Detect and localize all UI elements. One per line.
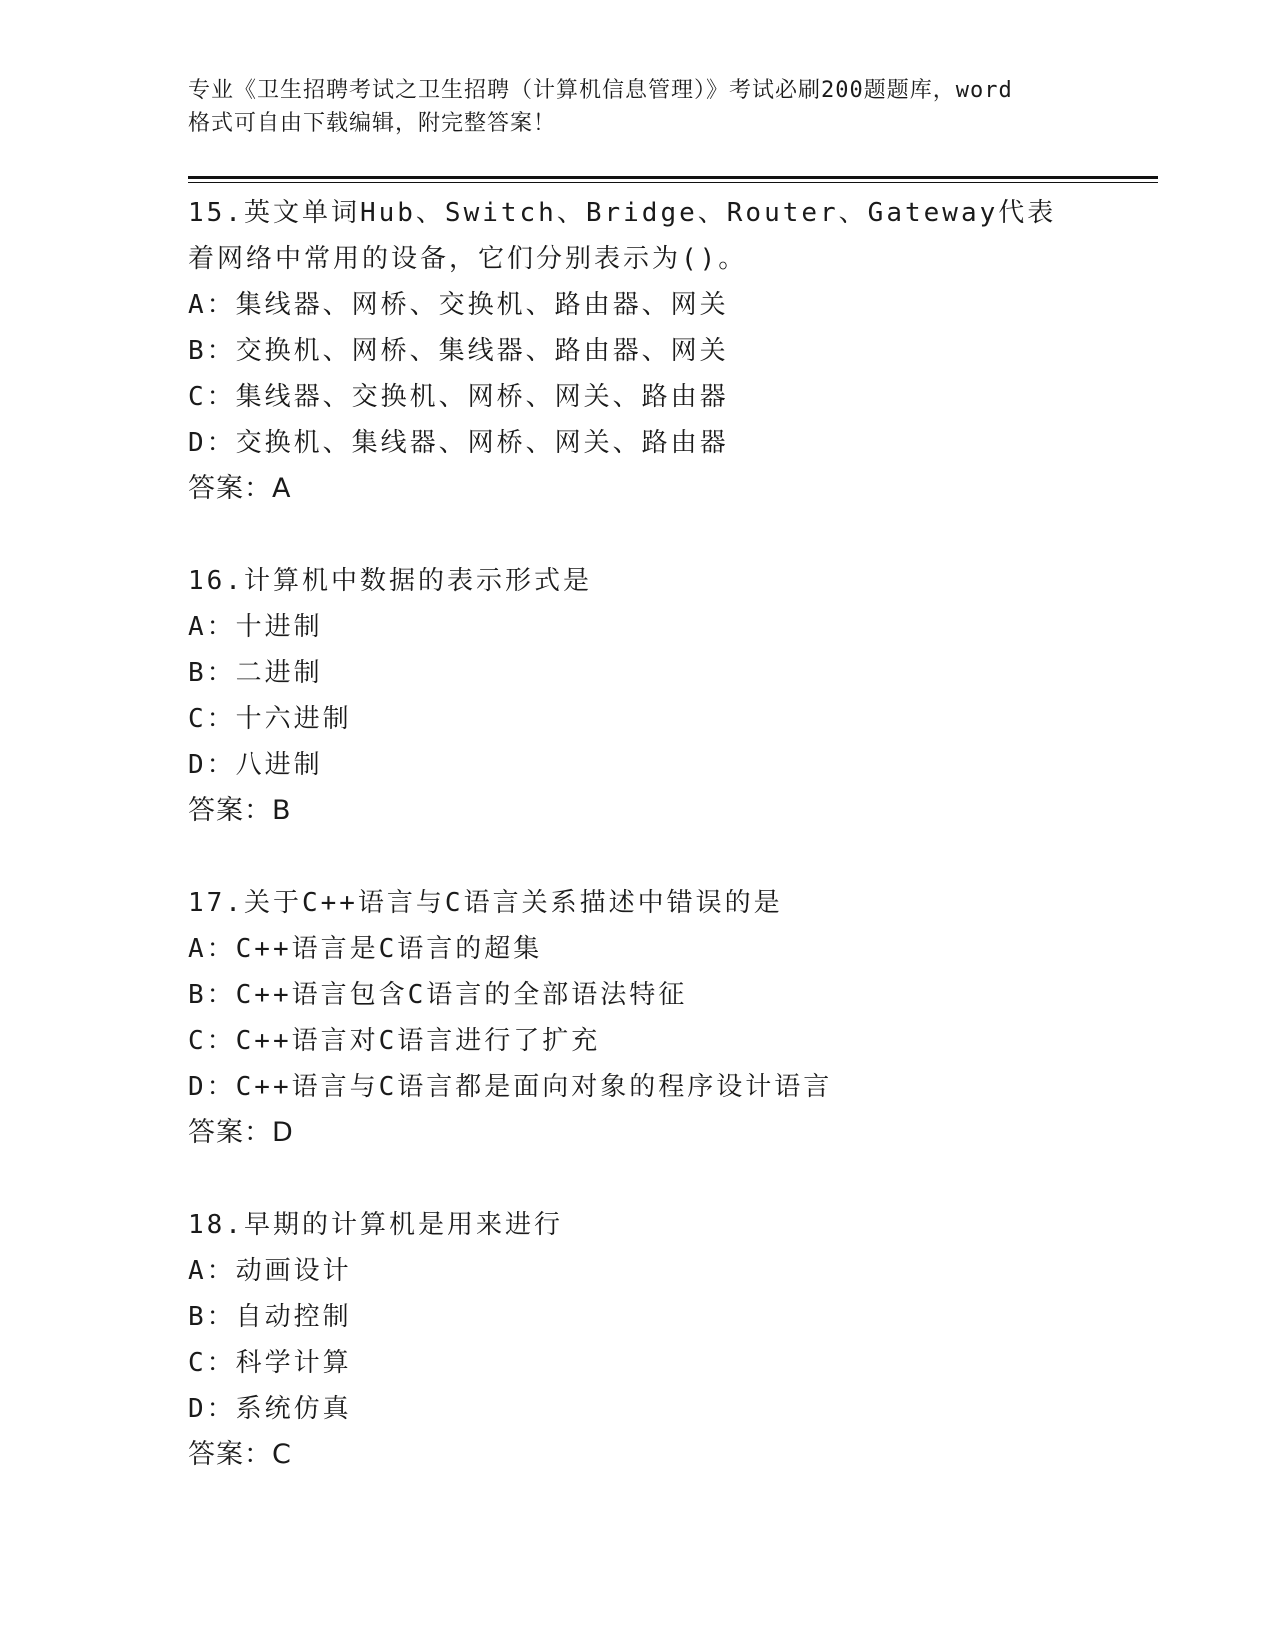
option-a: A：集线器、网桥、交换机、路由器、网关: [188, 290, 729, 320]
option-a: A：C++语言是C语言的超集: [188, 934, 543, 964]
option-b: B：交换机、网桥、集线器、路由器、网关: [188, 336, 729, 366]
option-c: C：科学计算: [188, 1348, 352, 1378]
question-18: [188, 1202, 1158, 1478]
answer-line: 答案：C: [188, 1439, 292, 1470]
option-b: B：C++语言包含C语言的全部语法特征: [188, 980, 688, 1010]
answer-line: 答案：D: [188, 1117, 294, 1148]
option-b: B：自动控制: [188, 1302, 352, 1332]
option-c: C：集线器、交换机、网桥、网关、路由器: [188, 382, 729, 412]
header-line-2: 格式可自由下载编辑，附完整答案！: [188, 111, 557, 136]
option-b: B：二进制: [188, 658, 323, 688]
question-stem: 18.早期的计算机是用来进行: [188, 1210, 563, 1240]
question-16: [188, 558, 1158, 834]
option-d: D：系统仿真: [188, 1394, 352, 1424]
answer-line: 答案：A: [188, 473, 292, 504]
option-c: C：十六进制: [188, 704, 352, 734]
option-a: A：动画设计: [188, 1256, 352, 1286]
answer-line: 答案：B: [188, 795, 292, 826]
document-header: [188, 74, 1088, 140]
header-line-1: 专业《卫生招聘考试之卫生招聘（计算机信息管理）》考试必刷200题题库，word: [188, 78, 1013, 103]
question-stem: 16.计算机中数据的表示形式是: [188, 566, 592, 596]
question-stem: 17.关于C++语言与C语言关系描述中错误的是: [188, 888, 783, 918]
option-d: D：交换机、集线器、网桥、网关、路由器: [188, 428, 729, 458]
option-a: A：十进制: [188, 612, 323, 642]
option-d: D：八进制: [188, 750, 323, 780]
header-divider-thin: [188, 182, 1158, 183]
question-17: [188, 880, 1158, 1156]
option-c: C：C++语言对C语言进行了扩充: [188, 1026, 601, 1056]
option-d: D：C++语言与C语言都是面向对象的程序设计语言: [188, 1072, 833, 1102]
header-divider-thick: [188, 176, 1158, 179]
question-15: [188, 190, 1158, 512]
question-list: [188, 190, 1158, 1524]
question-stem: 15.英文单词Hub、Switch、Bridge、Router、Gateway代表着网络中常用的设备，它们分别表示为()。: [188, 198, 1057, 274]
